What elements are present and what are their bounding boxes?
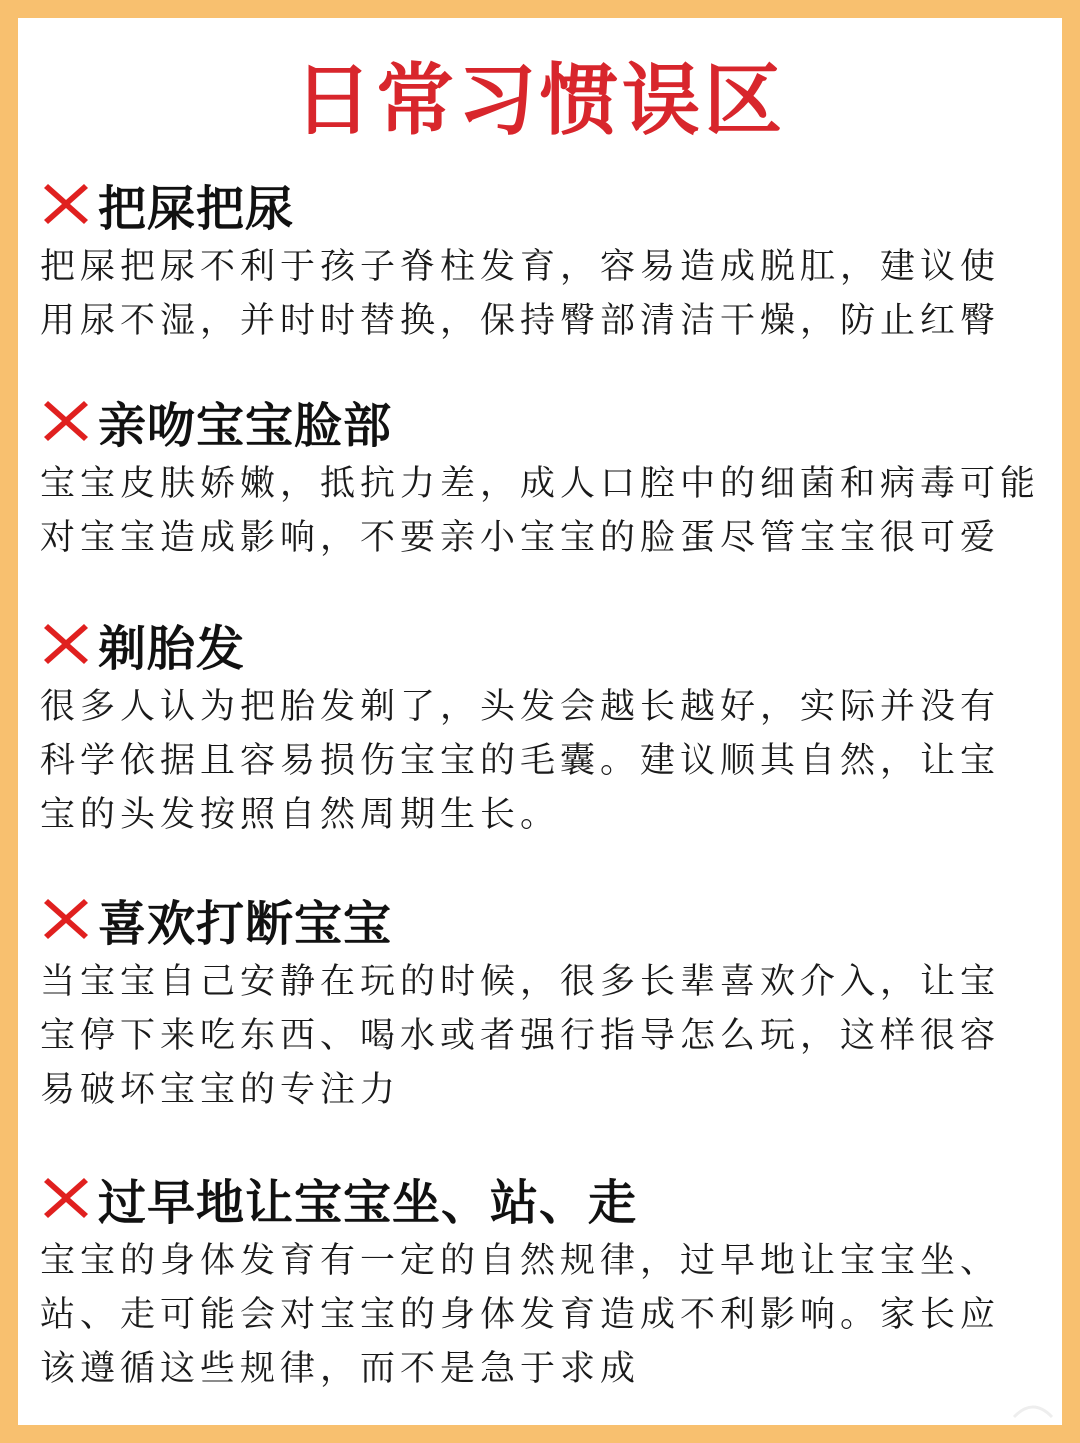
body-line: 该遵循这些规律，而不是急于求成 (40, 1349, 641, 1389)
section-heading (40, 889, 1050, 952)
body-line: 易破坏宝宝的专注力 (40, 1070, 401, 1110)
section-body (40, 955, 1050, 1117)
section-heading-text: 喜欢打断宝宝 (98, 895, 393, 952)
section-body (40, 457, 1050, 565)
section-heading (40, 614, 1050, 677)
section-2 (40, 391, 1050, 565)
section-body (40, 680, 1050, 842)
body-line: 宝的头发按照自然周期生长。 (40, 795, 561, 835)
section-body (40, 1234, 1050, 1396)
red-cross-x-icon (40, 618, 92, 670)
red-cross-x-icon (40, 1172, 92, 1224)
red-cross-x-icon (40, 893, 92, 945)
section-1 (40, 174, 1050, 348)
body-line: 宝停下来吃东西、喝水或者强行指导怎么玩，这样很容 (40, 1016, 1001, 1056)
content-card (18, 18, 1062, 1425)
section-heading-text: 过早地让宝宝坐、站、走 (98, 1174, 638, 1231)
body-line: 很多人认为把胎发剃了，头发会越长越好，实际并没有 (40, 687, 1001, 727)
red-cross-x-icon (40, 178, 92, 230)
body-line: 宝宝皮肤娇嫩，抵抗力差，成人口腔中的细菌和病毒可能 (40, 464, 1041, 504)
body-line: 科学依据且容易损伤宝宝的毛囊。建议顺其自然，让宝 (40, 741, 1001, 781)
section-heading-text: 剃胎发 (98, 620, 246, 677)
body-line: 宝宝的身体发育有一定的自然规律，过早地让宝宝坐、 (40, 1241, 1001, 1281)
corner-decoration (1010, 1393, 1056, 1421)
body-line: 对宝宝造成影响，不要亲小宝宝的脸蛋尽管宝宝很可爱 (40, 518, 1001, 558)
section-heading (40, 1168, 1050, 1231)
page-title: 日常习惯误区 (293, 56, 786, 146)
section-3 (40, 614, 1050, 842)
body-line: 用尿不湿，并时时替换，保持臀部清洁干燥，防止红臀 (40, 301, 1001, 341)
section-heading (40, 174, 1050, 237)
section-heading-text: 把屎把尿 (98, 180, 295, 237)
red-cross-x-icon (40, 395, 92, 447)
section-heading-text: 亲吻宝宝脸部 (98, 397, 393, 454)
body-line: 把屎把尿不利于孩子脊柱发育，容易造成脱肛，建议使 (40, 247, 1001, 287)
section-5 (40, 1168, 1050, 1396)
body-line: 当宝宝自己安静在玩的时候，很多长辈喜欢介入，让宝 (40, 962, 1001, 1002)
section-4 (40, 889, 1050, 1117)
section-heading (40, 391, 1050, 454)
body-line: 站、走可能会对宝宝的身体发育造成不利影响。家长应 (40, 1295, 1001, 1335)
section-body (40, 240, 1050, 348)
